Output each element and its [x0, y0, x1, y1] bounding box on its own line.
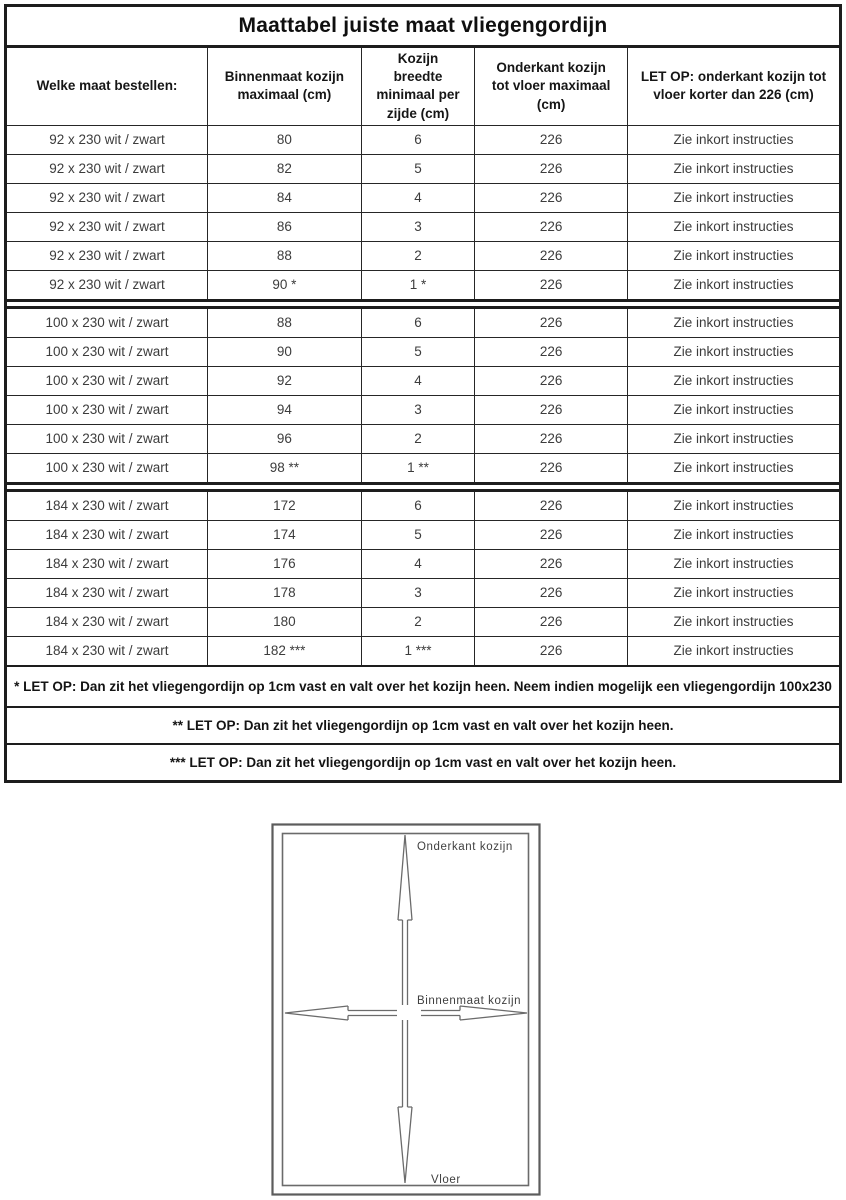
- cell: 226: [475, 241, 628, 270]
- cell: 184 x 230 wit / zwart: [6, 636, 208, 666]
- title-row: [6, 6, 841, 47]
- cell: Zie inkort instructies: [628, 183, 841, 212]
- footnote-row: [6, 744, 841, 782]
- cell: 92 x 230 wit / zwart: [6, 270, 208, 300]
- cell: 1 *: [361, 270, 475, 300]
- diagram-label-onderkant-kozijn: Onderkant kozijn: [417, 841, 513, 853]
- cell: Zie inkort instructies: [628, 490, 841, 520]
- cell: 184 x 230 wit / zwart: [6, 490, 208, 520]
- table-row: [6, 549, 841, 578]
- cell: 84: [208, 183, 362, 212]
- table-row: [6, 607, 841, 636]
- cell: 94: [208, 395, 362, 424]
- cell: 86: [208, 212, 362, 241]
- footnotes: [6, 666, 841, 782]
- cell: 226: [475, 424, 628, 453]
- footnote-text: ** LET OP: Dan zit het vliegengordijn op 1cm vast en valt over het kozijn heen.: [6, 707, 841, 744]
- cell: 88: [208, 307, 362, 337]
- cell: 92 x 230 wit / zwart: [6, 183, 208, 212]
- cell: 100 x 230 wit / zwart: [6, 366, 208, 395]
- page-title: Maattabel juiste maat vliegengordijn: [6, 6, 841, 47]
- cell: 226: [475, 307, 628, 337]
- cell: 100 x 230 wit / zwart: [6, 337, 208, 366]
- cell: Zie inkort instructies: [628, 270, 841, 300]
- footnote-text: * LET OP: Dan zit het vliegengordijn op 1cm vast en valt over het kozijn heen. Neem indien mogelijk een vliegengordijn 100x230: [6, 666, 841, 707]
- table-row: [6, 154, 841, 183]
- section-184x230: [6, 490, 841, 666]
- cell: 6: [361, 490, 475, 520]
- cell: Zie inkort instructies: [628, 125, 841, 154]
- header-row: [6, 47, 841, 126]
- cell: 1 ***: [361, 636, 475, 666]
- cell: 4: [361, 549, 475, 578]
- cell: 226: [475, 212, 628, 241]
- cell: 1 **: [361, 453, 475, 483]
- footnote-text: *** LET OP: Dan zit het vliegengordijn op 1cm vast en valt over het kozijn heen.: [6, 744, 841, 782]
- cell: 82: [208, 154, 362, 183]
- cell: 184 x 230 wit / zwart: [6, 578, 208, 607]
- cell: Zie inkort instructies: [628, 636, 841, 666]
- cell: 226: [475, 453, 628, 483]
- cell: 5: [361, 337, 475, 366]
- column-header-welke-maat: Welke maat bestellen:: [6, 47, 208, 126]
- cell: 178: [208, 578, 362, 607]
- cell: 92 x 230 wit / zwart: [6, 125, 208, 154]
- cell: 3: [361, 578, 475, 607]
- cell: Zie inkort instructies: [628, 154, 841, 183]
- cell: 226: [475, 154, 628, 183]
- cell: 184 x 230 wit / zwart: [6, 520, 208, 549]
- section-92x230: [6, 125, 841, 307]
- cell: 4: [361, 183, 475, 212]
- table-row: [6, 520, 841, 549]
- table-row: [6, 241, 841, 270]
- cell: 92 x 230 wit / zwart: [6, 212, 208, 241]
- diagram-label-binnenmaat-kozijn: Binnenmaat kozijn: [417, 995, 522, 1007]
- table-row: [6, 636, 841, 666]
- cell: Zie inkort instructies: [628, 212, 841, 241]
- table-row: [6, 578, 841, 607]
- cell: 90: [208, 337, 362, 366]
- cell: Zie inkort instructies: [628, 307, 841, 337]
- column-header-binnenmaat: Binnenmaat kozijn maximaal (cm): [208, 47, 362, 126]
- cell: Zie inkort instructies: [628, 337, 841, 366]
- cell: 226: [475, 490, 628, 520]
- cell: Zie inkort instructies: [628, 607, 841, 636]
- cell: 92 x 230 wit / zwart: [6, 241, 208, 270]
- section-separator: [6, 483, 841, 490]
- cell: 100 x 230 wit / zwart: [6, 424, 208, 453]
- frame-measurement-diagram: [271, 823, 541, 1196]
- table-row: [6, 424, 841, 453]
- cell: 96: [208, 424, 362, 453]
- cell: Zie inkort instructies: [628, 578, 841, 607]
- cell: 174: [208, 520, 362, 549]
- cell: 98 **: [208, 453, 362, 483]
- cell: 226: [475, 520, 628, 549]
- table-row: [6, 366, 841, 395]
- cell: Zie inkort instructies: [628, 549, 841, 578]
- cell: 90 *: [208, 270, 362, 300]
- table-row: [6, 183, 841, 212]
- size-table: [4, 4, 842, 783]
- cell: 100 x 230 wit / zwart: [6, 395, 208, 424]
- footnote-row: [6, 666, 841, 707]
- cell: 226: [475, 395, 628, 424]
- cell: 92 x 230 wit / zwart: [6, 154, 208, 183]
- table-row: [6, 270, 841, 300]
- cell: 2: [361, 424, 475, 453]
- cell: 3: [361, 212, 475, 241]
- table-row: [6, 212, 841, 241]
- cell: 100 x 230 wit / zwart: [6, 307, 208, 337]
- column-header-let-op: LET OP: onderkant kozijn tot vloer korter dan 226 (cm): [628, 47, 841, 126]
- cell: 100 x 230 wit / zwart: [6, 453, 208, 483]
- cell: 226: [475, 183, 628, 212]
- cell: 180: [208, 607, 362, 636]
- cell: 184 x 230 wit / zwart: [6, 549, 208, 578]
- cell: 88: [208, 241, 362, 270]
- cell: Zie inkort instructies: [628, 424, 841, 453]
- cell: 4: [361, 366, 475, 395]
- table-row: [6, 337, 841, 366]
- cell: 226: [475, 337, 628, 366]
- table-row: [6, 125, 841, 154]
- table-row: [6, 490, 841, 520]
- section-100x230: [6, 307, 841, 490]
- cell: 226: [475, 125, 628, 154]
- cell: Zie inkort instructies: [628, 520, 841, 549]
- cell: Zie inkort instructies: [628, 241, 841, 270]
- column-header-kozijn-breedte: Kozijn breedte minimaal per zijde (cm): [361, 47, 475, 126]
- cell: 80: [208, 125, 362, 154]
- cell: 176: [208, 549, 362, 578]
- diagram-label-vloer: Vloer: [431, 1174, 461, 1186]
- cell: 5: [361, 520, 475, 549]
- cell: 3: [361, 395, 475, 424]
- cell: 172: [208, 490, 362, 520]
- cell: Zie inkort instructies: [628, 395, 841, 424]
- footnote-row: [6, 707, 841, 744]
- cell: 92: [208, 366, 362, 395]
- cell: 226: [475, 607, 628, 636]
- cell: 5: [361, 154, 475, 183]
- cell: 182 ***: [208, 636, 362, 666]
- cell: Zie inkort instructies: [628, 453, 841, 483]
- cell: 6: [361, 125, 475, 154]
- cell: 226: [475, 270, 628, 300]
- cell: Zie inkort instructies: [628, 366, 841, 395]
- cell: 226: [475, 578, 628, 607]
- table-row: [6, 307, 841, 337]
- cell: 226: [475, 636, 628, 666]
- cell: 226: [475, 366, 628, 395]
- cell: 2: [361, 241, 475, 270]
- cell: 6: [361, 307, 475, 337]
- table-row: [6, 453, 841, 483]
- column-header-onderkant: Onderkant kozijn tot vloer maximaal (cm): [475, 47, 628, 126]
- cell: 226: [475, 549, 628, 578]
- cell: 2: [361, 607, 475, 636]
- cell: 184 x 230 wit / zwart: [6, 607, 208, 636]
- table-row: [6, 395, 841, 424]
- section-separator: [6, 300, 841, 307]
